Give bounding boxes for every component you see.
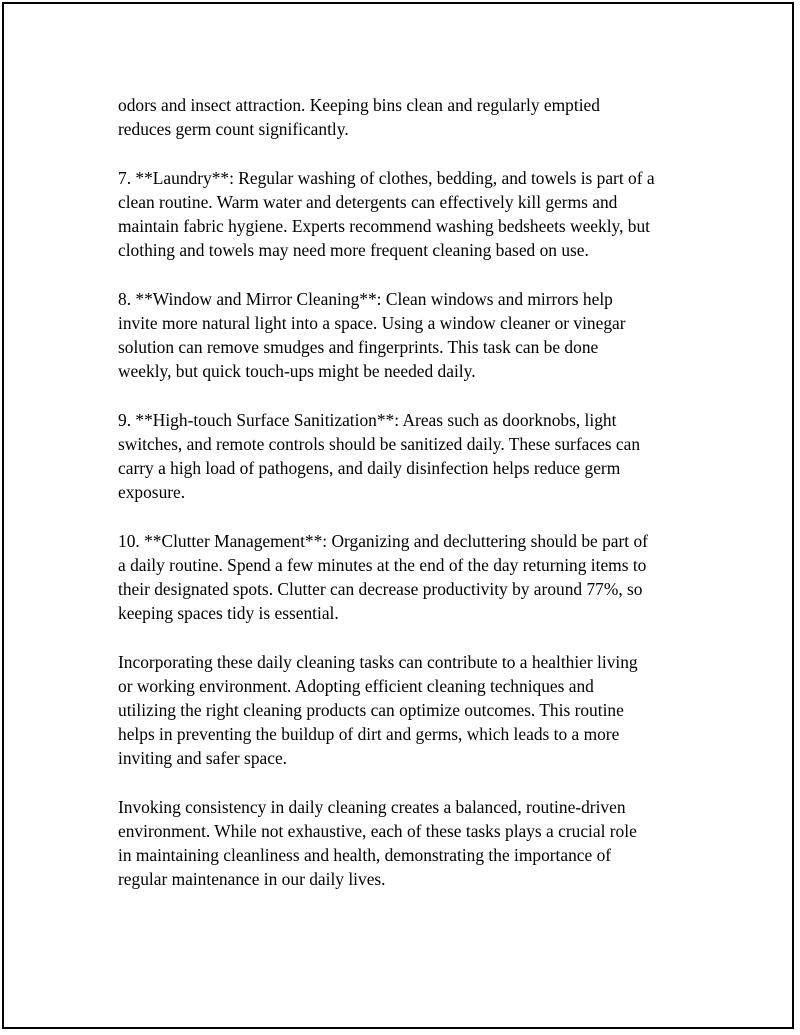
paragraph-conclusion: Incorporating these daily cleaning tasks can contribute to a healthier living or working environment. Adopting efficient cleaning techniques and utilizing the right cleaning products can optimize outcomes. This routine helps in preventing the buildup of dirt and germs, which leads to a more inviting and safer space. [118,651,638,769]
paragraph-window-mirror-cleaning: 8. **Window and Mirror Cleaning**: Clean windows and mirrors help invite more natural light into a space. Using a window cleaner or vinegar solution can remove smudges and fingerprints. This task can be done weekly, but quick touch-ups might be needed daily. [118,288,626,382]
document-body [118,93,693,916]
paragraph-closing: Invoking consistency in daily cleaning creates a balanced, routine-driven environment. While not exhaustive, each of these tasks plays a crucial role in maintaining cleanliness and health, demonstrating the importance of regular maintenance in our daily lives. [118,796,637,890]
paragraph-laundry: 7. **Laundry**: Regular washing of clothes, bedding, and towels is part of a clean routine. Warm water and detergents can effectively kill germs and maintain fabric hygiene. Experts recommend washing bedsheets weekly, but clothing and towels may need more frequent cleaning based on use. [118,167,655,261]
paragraph-high-touch-sanitization: 9. **High-touch Surface Sanitization**: Areas such as doorknobs, light switches, and remote controls should be sanitized daily. These surfaces can carry a high load of pathogens, and daily disinfection helps reduce germ exposure. [118,409,641,503]
paragraph-clutter-management: 10. **Clutter Management**: Organizing and decluttering should be part of a daily routine. Spend a few minutes at the end of the day returning items to their designated spots. Clutter can decrease productivity by around 77%, so keeping spaces tidy is essential. [118,530,648,624]
paragraph-waste-bins-continued: odors and insect attraction. Keeping bins clean and regularly emptied reduces germ count significantly. [118,95,600,140]
